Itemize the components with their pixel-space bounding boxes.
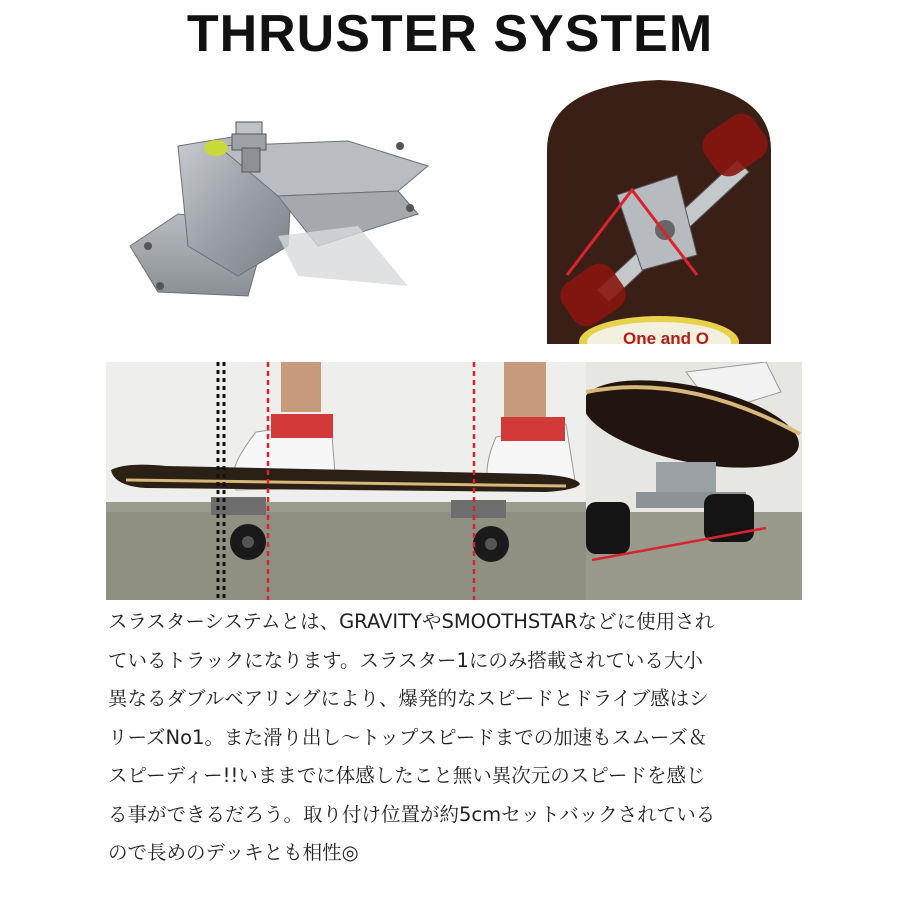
thruster-truck-part-photo [118,96,448,328]
description-line: 異なるダブルベアリングにより、爆発的なスピードとドライブ感はシ [108,687,709,710]
tilt-view-illustration [586,362,802,600]
page-title: THRUSTER SYSTEM [186,5,714,63]
description-line: リーズNo1。また滑り出し〜トップスピードまでの加速もスムーズ＆ [108,725,708,749]
truck-part-illustration [118,96,448,328]
description-line: スラスターシステムとは、GRAVITYやSMOOTHSTARなどに使用され [108,610,715,633]
side-view-illustration [106,362,586,600]
description-line: スピーディー!!いままでに体感したこと無い異次元のスピードを感じ [108,764,706,787]
description-line: る事ができるだろう。取り付け位置が約5cmセットバックされている [108,802,716,826]
deck-logo-text: One and O [623,329,709,344]
truck-mounted-deck-photo [537,80,781,344]
skateboard-tilt-photo [586,362,802,600]
skateboard-side-view-photo [106,362,586,600]
description-text [108,603,808,873]
description-line: ので長めのデッキとも相性◎ [108,841,359,864]
truck-top-illustration [537,80,781,344]
description-line: ているトラックになります。スラスター1にのみ搭載されている大小 [108,648,703,672]
